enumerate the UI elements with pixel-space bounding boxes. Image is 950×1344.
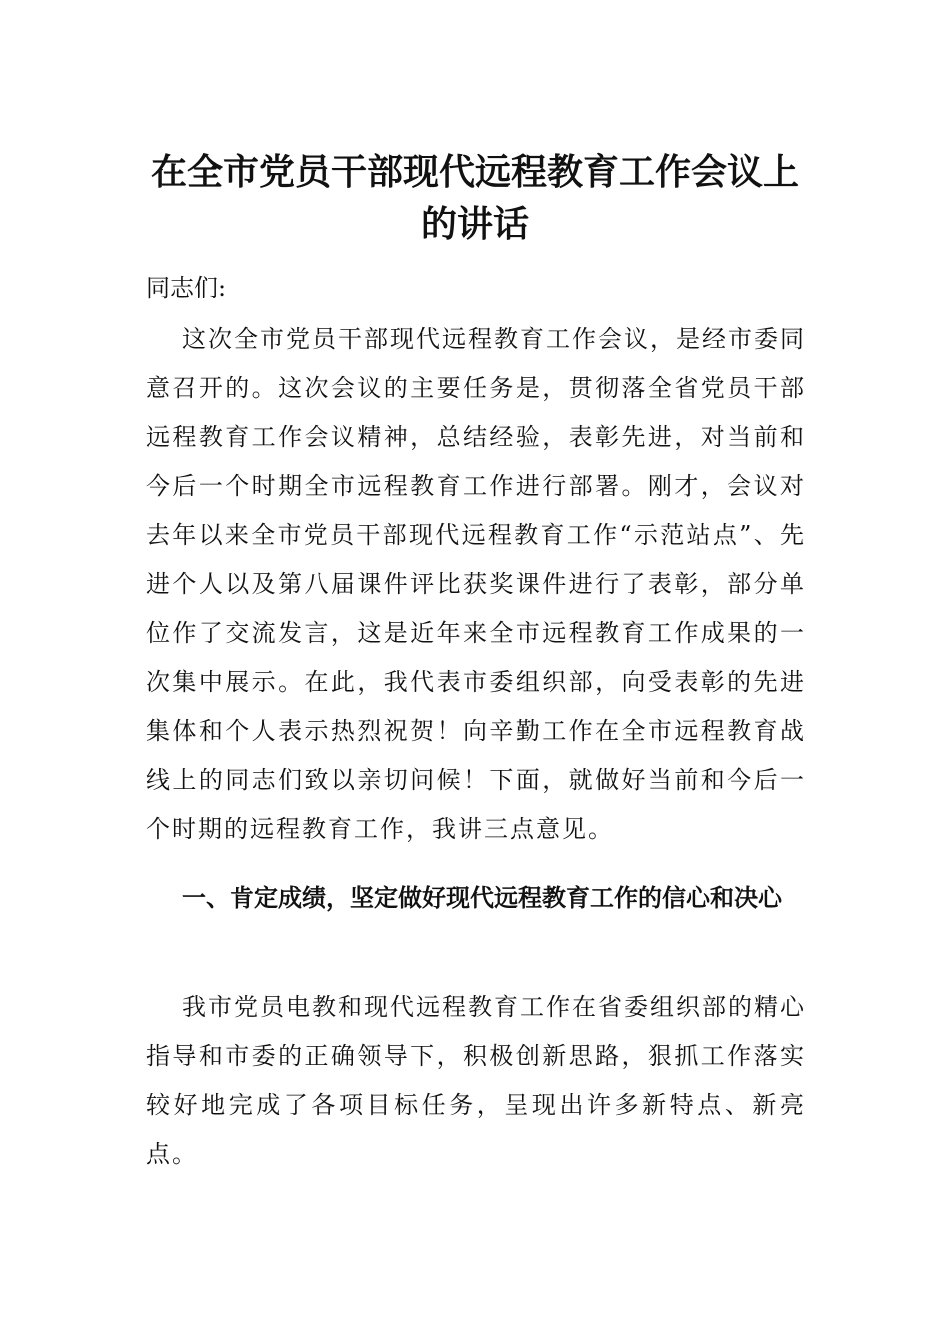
body-paragraph-1: 这次全市党员干部现代远程教育工作会议，是经市委同意召开的。这次会议的主要任务是，贯彻落全省党员干部远程教育工作会议精神，总结经验，表彰先进，对当前和今后一个时期全市远程教育工作进行部署。刚才，会议对去年以来全市党员干部现代远程教育工作“示范站点”、先进个人以及第八届课件评比获奖课件进行了表彰，部分单位作了交流发言，这是近年来全市远程教育工作成果的一次集中展示。在此，我代表市委组织部，向受表彰的先进集体和个人表示热烈祝贺！向辛勤工作在全市远程教育战线上的同志们致以亲切问候！下面，就做好当前和今后一个时期的远程教育工作，我讲三点意见。 [146,325,806,843]
document-title: 在全市党员干部现代远程教育工作会议上的讲话 [150,151,799,245]
greeting: 同志们: [146,274,227,302]
body-paragraph-2: 我市党员电教和现代远程教育工作在省委组织部的精心指导和市委的正确领导下，积极创新思路，狠抓工作落实较好地完成了各项目标任务，呈现出许多新特点、新亮点。 [146,993,806,1168]
section-heading: 一、肯定成绩，坚定做好现代远程教育工作的信心和决心 [182,884,782,912]
